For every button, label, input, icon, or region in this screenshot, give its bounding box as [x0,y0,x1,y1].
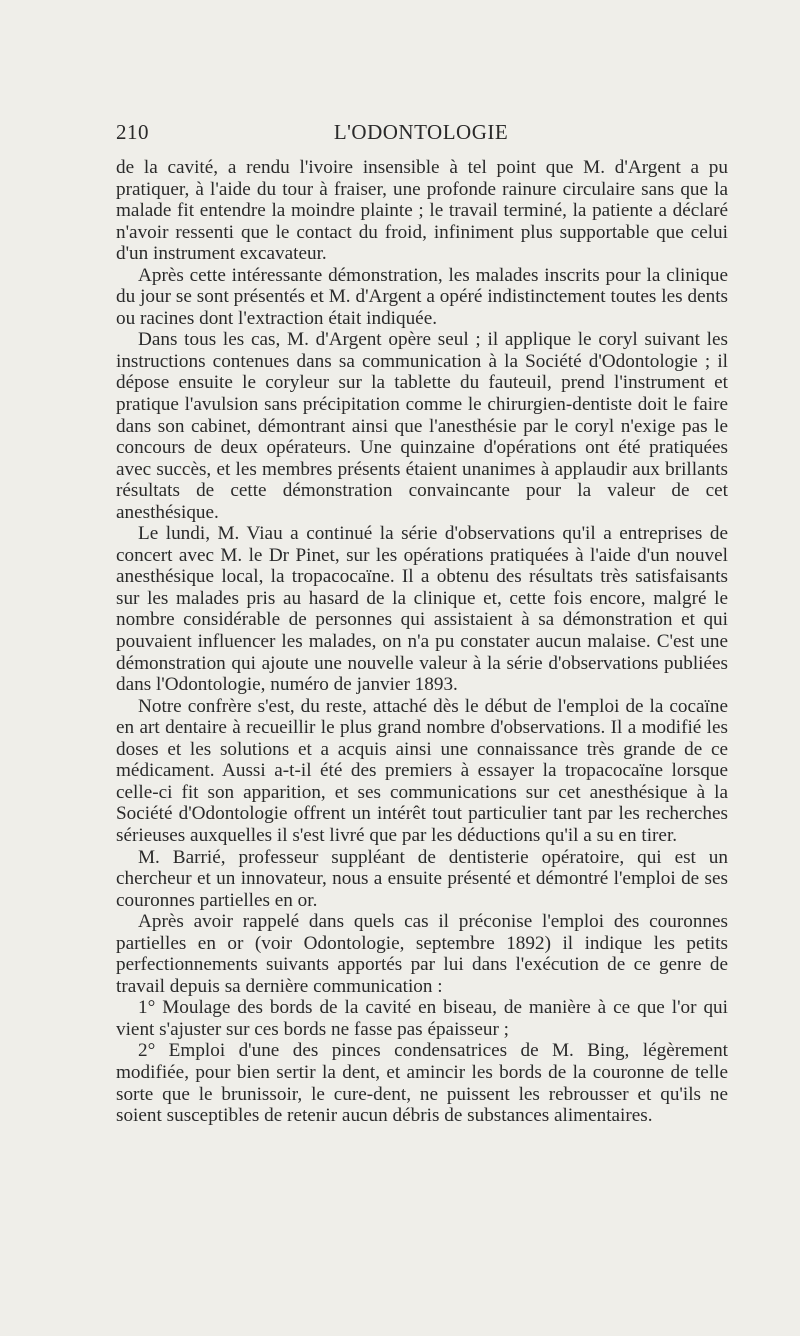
paragraph: Le lundi, M. Viau a continué la série d'observations qu'il a entreprises de concert avec M. le Dr Pinet, sur les opérations pratiquées à l'aide d'un nouvel anesthésique local, la tropacocaïne. Il a obtenu des résultats très satisfaisants sur les malades pris au hasard de la clinique et, cette fois encore, malgré le nombre considérable de personnes qui assistaient à sa démonstration et qui pouvaient influencer les malades, on n'a pu constater aucun malaise. C'est une démonstration qui ajoute une nouvelle valeur à la série d'observations publiées dans l'Odontologie, numéro de janvier 1893. [116,523,728,696]
page-number: 210 [116,120,149,144]
paragraph: 2° Emploi d'une des pinces condensatrices de M. Bing, légèrement modifiée, pour bien sertir la dent, et amincir les bords de la couronne de telle sorte que le brunissoir, le cure-dent, ne puissent les rebrousser et qu'ils ne soient susceptibles de retenir aucun débris de substances alimentaires. [116,1040,728,1127]
body-text [116,157,728,1127]
paragraph: Notre confrère s'est, du reste, attaché dès le début de l'emploi de la cocaïne en art dentaire à recueillir le plus grand nombre d'observations. Il a modifié les doses et les solutions et a acquis ainsi une connaissance très grande de ce médicament. Aussi a-t-il été des premiers à essayer la tropacocaïne lorsque celle-ci fit son apparition, et ses communications sur cet anesthésique à la Société d'Odontologie offrent un intérêt tout particulier tant par les recherches sérieuses auxquelles il s'est livré que par les déductions qu'il a su en tirer. [116,695,728,846]
paragraph: M. Barrié, professeur suppléant de dentisterie opératoire, qui est un chercheur et un innovateur, nous a ensuite présenté et démontré l'emploi de ses couronnes partielles en or. [116,846,728,911]
running-header [116,120,726,148]
paragraph: 1° Moulage des bords de la cavité en biseau, de manière à ce que l'or qui vient s'ajuster sur ces bords ne fasse pas épaisseur ; [116,997,728,1040]
running-title: L'ODONTOLOGIE [333,120,509,144]
paragraph: Dans tous les cas, M. d'Argent opère seul ; il applique le coryl suivant les instructions contenues dans sa communication à la Société d'Odontologie ; il dépose ensuite le coryleur sur la tablette du fauteuil, prend l'instrument et pratique l'avulsion sans précipitation comme le chirurgien-dentiste doit le faire dans son cabinet, démontrant ainsi que l'anesthésie par le coryl n'exige pas le concours de deux opérateurs. Une quinzaine d'opérations ont été pratiquées avec succès, et les membres présents étaient unanimes à applaudir aux brillants résultats de cette démonstration convaincante pour la valeur de cet anesthésique. [116,329,728,523]
paragraph: de la cavité, a rendu l'ivoire insensible à tel point que M. d'Argent a pu pratiquer, à l'aide du tour à fraiser, une profonde rainure circulaire sans que la malade fit entendre la moindre plainte ; le travail terminé, la patiente a déclaré n'avoir ressenti que le contact du froid, infiniment plus supportable que celui d'un instrument excavateur. [116,157,728,265]
paragraph: Après avoir rappelé dans quels cas il préconise l'emploi des couronnes partielles en or (voir Odontologie, septembre 1892) il indique les petits perfectionnements suivants apportés par lui dans l'exécution de ce genre de travail depuis sa dernière communication : [116,911,728,997]
paragraph: Après cette intéressante démonstration, les malades inscrits pour la clinique du jour se sont présentés et M. d'Argent a opéré indistinctement toutes les dents ou racines dont l'extraction était indiquée. [116,264,728,329]
